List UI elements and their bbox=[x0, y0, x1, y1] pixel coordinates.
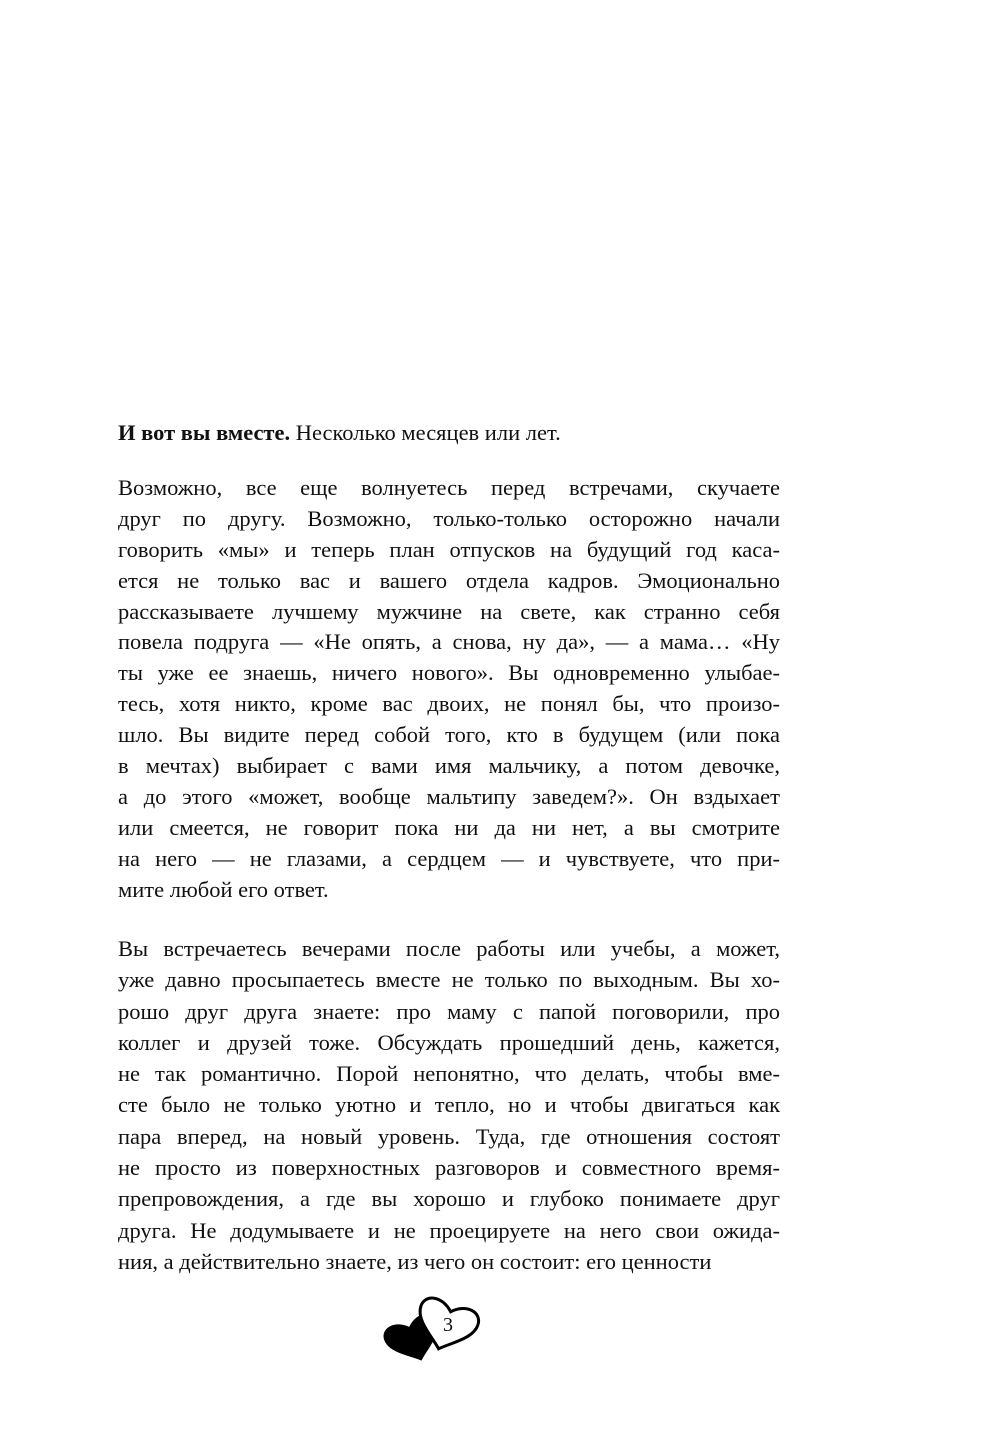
text-line: Возможно, все еще волнуетесь перед встречами, скучаете bbox=[118, 475, 780, 500]
text-line: не так романтично. Порой непонятно, что делать, чтобы вме- bbox=[118, 1061, 780, 1087]
lead-bold: И вот вы вместе. bbox=[118, 420, 291, 445]
text-line: сте было не только уютно и тепло, но и чтобы двигаться как bbox=[118, 1092, 780, 1118]
text-line: друг по другу. Возможно, только-только осторожно начали bbox=[118, 505, 780, 531]
text-line: не просто из поверхностных разговоров и совместного время- bbox=[118, 1155, 780, 1181]
paragraph-2 bbox=[118, 933, 780, 1277]
text-line: мите любой его ответ. bbox=[118, 876, 329, 902]
text-line: Вы встречаетесь вечерами после работы или учебы, а может, bbox=[118, 936, 780, 961]
text-line: говорить «мы» и теперь план отпусков на будущий год каса- bbox=[118, 536, 780, 562]
two-hearts-icon bbox=[380, 1290, 490, 1375]
text-line: тесь, хотя никто, кроме вас двоих, не понял бы, что произо- bbox=[118, 691, 780, 717]
lead-line bbox=[118, 418, 780, 449]
text-line: ется не только вас и вашего отдела кадров. Эмоционально bbox=[118, 567, 780, 593]
text-line: а до этого «может, вообще мальтипу заведем?». Он вздыхает bbox=[118, 783, 780, 809]
text-line: рассказываете лучшему мужчине на свете, как странно себя bbox=[118, 598, 780, 624]
lead-sentence bbox=[118, 418, 780, 449]
text-line: в мечтах) выбирает с вами имя мальчику, а потом девочке, bbox=[118, 753, 780, 779]
text-line: повела подруга — «Не опять, а снова, ну да», — а мама… «Ну bbox=[118, 629, 780, 655]
text-line: препровождения, а где вы хорошо и глубоко понимаете друг bbox=[118, 1186, 780, 1212]
text-line: ния, а действительно знаете, из чего он состоит: его ценности bbox=[118, 1248, 712, 1274]
paragraph-1 bbox=[118, 473, 780, 905]
text-line: или смеется, не говорит пока ни да ни нет, а вы смотрите bbox=[118, 814, 780, 840]
text-line: уже давно просыпаетесь вместе не только по выходным. Вы хо- bbox=[118, 967, 780, 993]
text-line: на него — не глазами, а сердцем — и чувствуете, что при- bbox=[118, 845, 780, 871]
text-line: рошо друг друга знаете: про маму с папой поговорили, про bbox=[118, 998, 780, 1024]
text-line: пара вперед, на новый уровень. Туда, где отношения состоят bbox=[118, 1123, 780, 1149]
text-line: коллег и друзей тоже. Обсуждать прошедший день, кажется, bbox=[118, 1029, 780, 1055]
text-line: шло. Вы видите перед собой того, кто в будущем (или пока bbox=[118, 722, 780, 748]
text-line: друга. Не додумываете и не проецируете на него свои ожида- bbox=[118, 1217, 780, 1243]
text-line: ты уже ее знаешь, ничего нового». Вы одновременно улыбае- bbox=[118, 660, 780, 686]
lead-rest: Несколько месяцев или лет. bbox=[290, 420, 561, 445]
page-number: 3 bbox=[443, 1314, 453, 1336]
